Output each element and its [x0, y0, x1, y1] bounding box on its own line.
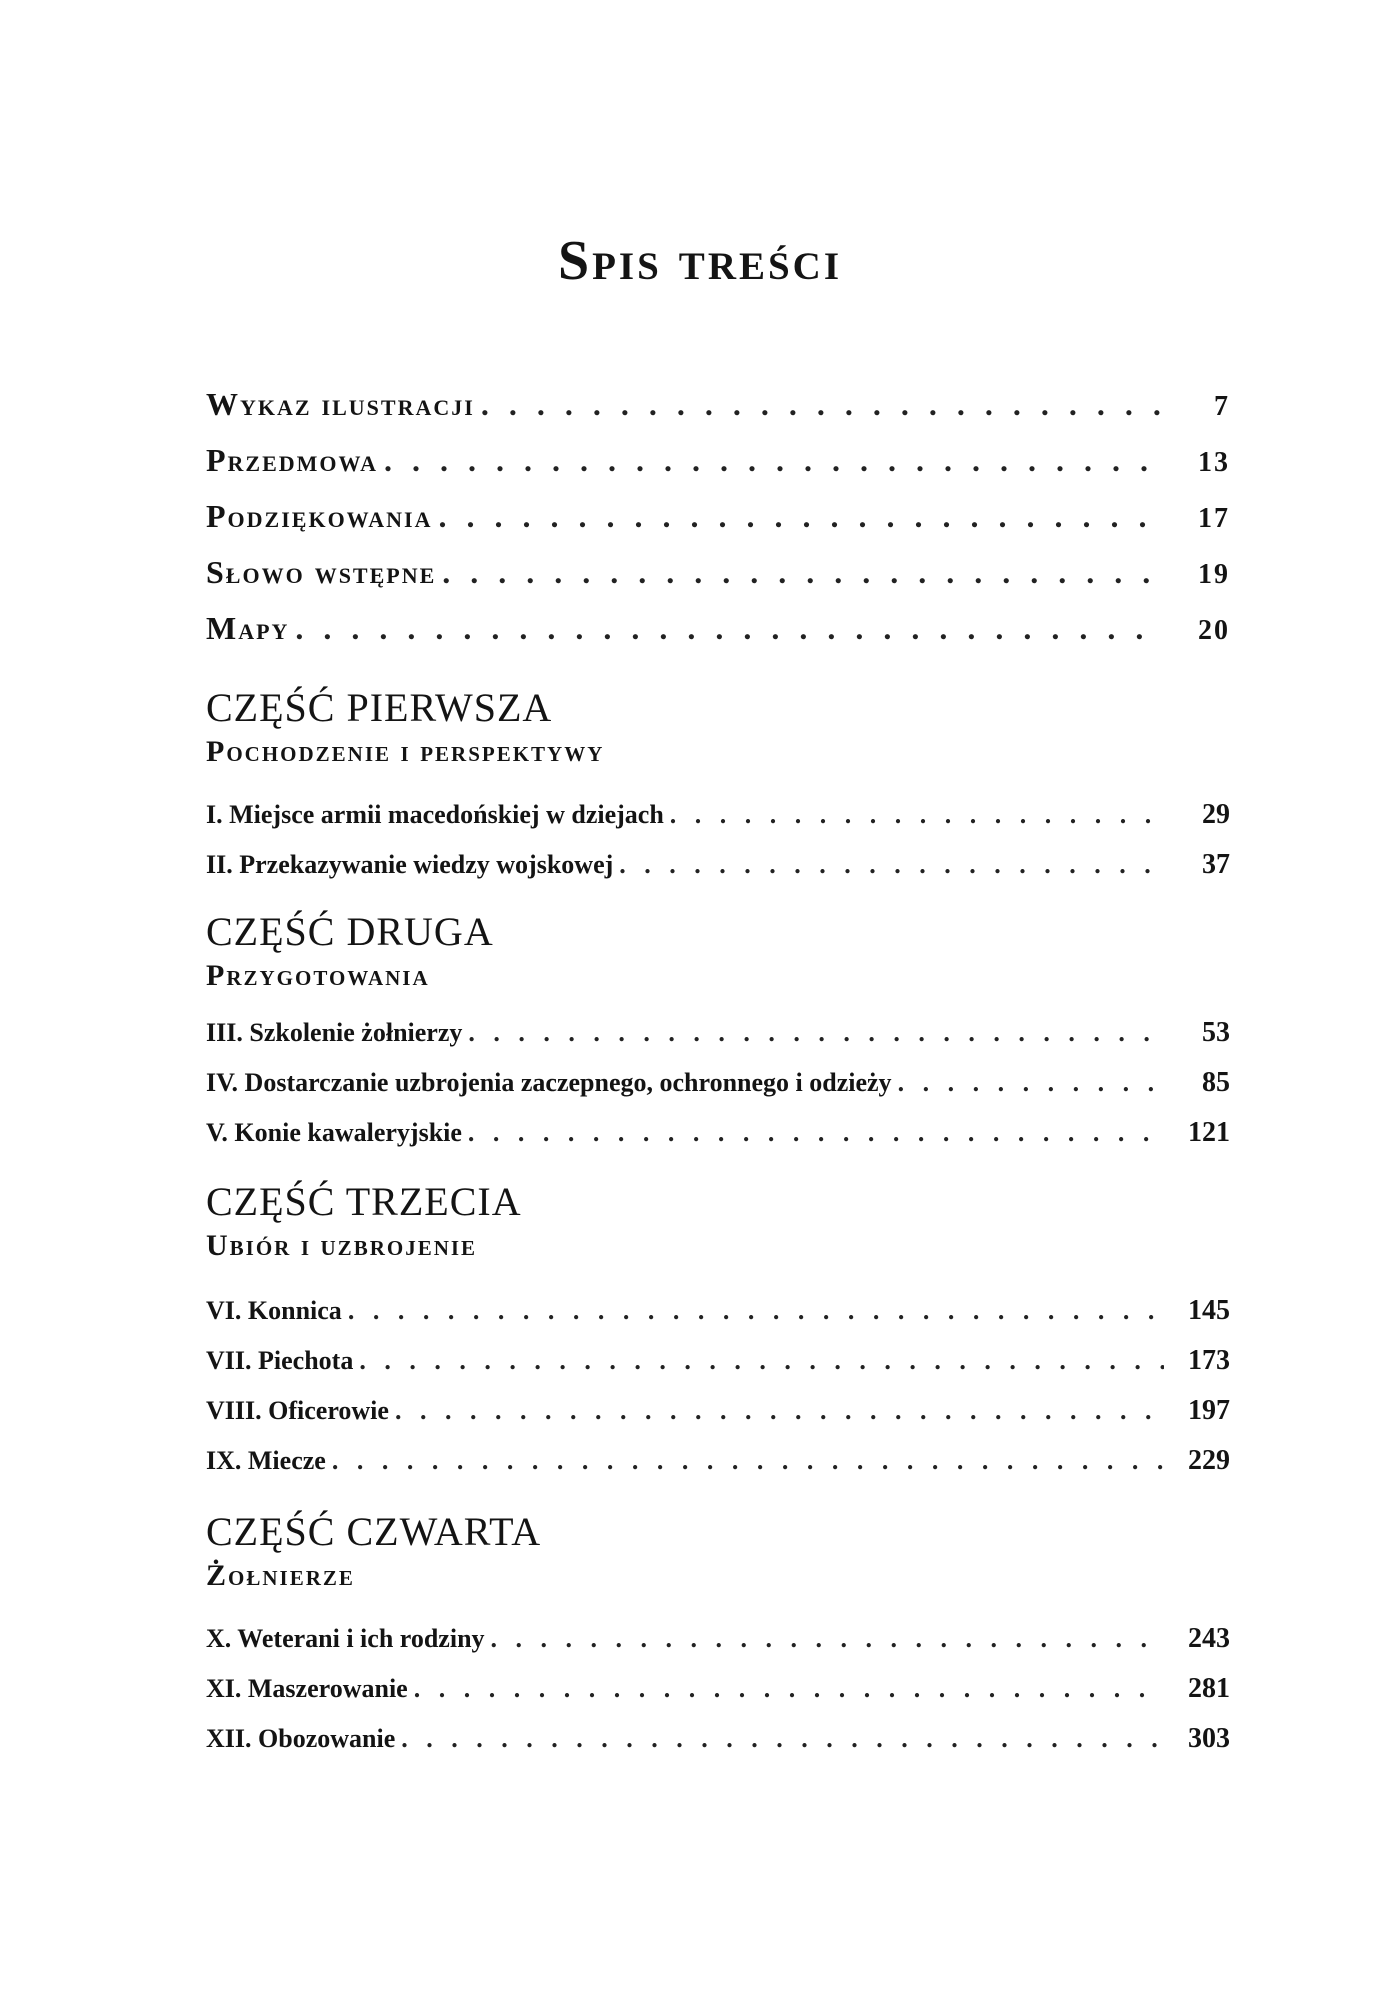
- toc-entry-preface[interactable]: [206, 440, 1230, 483]
- part-title: CZĘŚĆ TRZECIA: [206, 1179, 522, 1224]
- page-title: Spis treści: [557, 230, 843, 292]
- entry-label: IV. Dostarczanie uzbrojenia zaczepnego, ochronnego i odzieży: [206, 1068, 892, 1097]
- part-title: CZĘŚĆ DRUGA: [206, 909, 494, 954]
- part-subtitle: Ubiór i uzbrojenie: [206, 1229, 478, 1262]
- entry-label: Słowo wstępne: [206, 554, 437, 590]
- entry-page-number: 19: [1198, 559, 1230, 590]
- toc-entry-acknowledgements[interactable]: [206, 496, 1230, 539]
- entry-page-number: 7: [1214, 391, 1230, 422]
- toc-entry-chapter[interactable]: [206, 1016, 1230, 1050]
- dot-leader: [384, 440, 1164, 480]
- entry-page-number: 173: [1188, 1345, 1230, 1376]
- entry-label: IX. Miecze: [206, 1446, 326, 1475]
- dot-leader: [619, 848, 1164, 882]
- toc-entry-chapter[interactable]: [206, 1344, 1230, 1378]
- entry-label: Mapy: [206, 610, 290, 646]
- part-title: CZĘŚĆ PIERWSZA: [206, 685, 553, 730]
- entry-label: VII. Piechota: [206, 1346, 354, 1375]
- part-title: CZĘŚĆ CZWARTA: [206, 1509, 542, 1554]
- dot-leader: [401, 1722, 1164, 1756]
- entry-label: XII. Obozowanie: [206, 1724, 396, 1753]
- entry-label: XI. Maszerowanie: [206, 1674, 408, 1703]
- entry-page-number: 145: [1188, 1295, 1230, 1326]
- dot-leader: [395, 1394, 1164, 1428]
- entry-label: VI. Konnica: [206, 1296, 342, 1325]
- toc-entry-chapter[interactable]: [206, 1394, 1230, 1428]
- entry-page-number: 281: [1188, 1673, 1230, 1704]
- toc-entry-chapter[interactable]: [206, 1066, 1230, 1100]
- dot-leader: [438, 496, 1164, 536]
- entry-page-number: 243: [1188, 1623, 1230, 1654]
- toc-entry-chapter[interactable]: [206, 1444, 1230, 1478]
- entry-page-number: 85: [1202, 1067, 1230, 1098]
- entry-page-number: 121: [1188, 1117, 1230, 1148]
- entry-label: VIII. Oficerowie: [206, 1396, 389, 1425]
- entry-page-number: 303: [1188, 1723, 1230, 1754]
- entry-label: V. Konie kawaleryjskie: [206, 1118, 462, 1147]
- dot-leader: [442, 552, 1164, 592]
- dot-leader: [332, 1444, 1164, 1478]
- toc-entry-introduction[interactable]: [206, 552, 1230, 595]
- toc-entry-chapter[interactable]: [206, 1294, 1230, 1328]
- entry-label: Podziękowania: [206, 498, 433, 534]
- entry-page-number: 17: [1198, 503, 1230, 534]
- entry-label: II. Przekazywanie wiedzy wojskowej: [206, 850, 614, 879]
- dot-leader: [491, 1622, 1164, 1656]
- dot-leader: [898, 1066, 1164, 1100]
- entry-page-number: 13: [1198, 447, 1230, 478]
- toc-entry-maps[interactable]: [206, 608, 1230, 651]
- dot-leader: [468, 1116, 1164, 1150]
- entry-label: Przedmowa: [206, 442, 378, 478]
- toc-entry-chapter[interactable]: [206, 1672, 1230, 1706]
- entry-page-number: 53: [1202, 1017, 1230, 1048]
- toc-entry-chapter[interactable]: [206, 1116, 1230, 1150]
- part-subtitle: Przygotowania: [206, 959, 430, 992]
- dot-leader: [670, 798, 1164, 832]
- entry-label: Wykaz ilustracji: [206, 386, 475, 422]
- dot-leader: [348, 1294, 1164, 1328]
- dot-leader: [414, 1672, 1164, 1706]
- toc-entry-chapter[interactable]: [206, 1622, 1230, 1656]
- toc-entry-chapter[interactable]: [206, 848, 1230, 882]
- table-of-contents: [206, 0, 1230, 2012]
- toc-entry-illustrations[interactable]: [206, 384, 1230, 427]
- part-subtitle: Żołnierze: [206, 1559, 355, 1592]
- entry-page-number: 20: [1198, 615, 1230, 646]
- entry-label: X. Weterani i ich rodziny: [206, 1624, 485, 1653]
- toc-entry-chapter[interactable]: [206, 798, 1230, 832]
- dot-leader: [295, 608, 1164, 648]
- entry-page-number: 229: [1188, 1445, 1230, 1476]
- entry-label: I. Miejsce armii macedońskiej w dziejach: [206, 800, 664, 829]
- part-subtitle: Pochodzenie i perspektywy: [206, 735, 605, 768]
- entry-page-number: 37: [1202, 849, 1230, 880]
- entry-page-number: 29: [1202, 799, 1230, 830]
- entry-label: III. Szkolenie żołnierzy: [206, 1018, 463, 1047]
- dot-leader: [468, 1016, 1164, 1050]
- toc-entry-chapter[interactable]: [206, 1722, 1230, 1756]
- dot-leader: [481, 384, 1164, 424]
- dot-leader: [359, 1344, 1164, 1378]
- entry-page-number: 197: [1188, 1395, 1230, 1426]
